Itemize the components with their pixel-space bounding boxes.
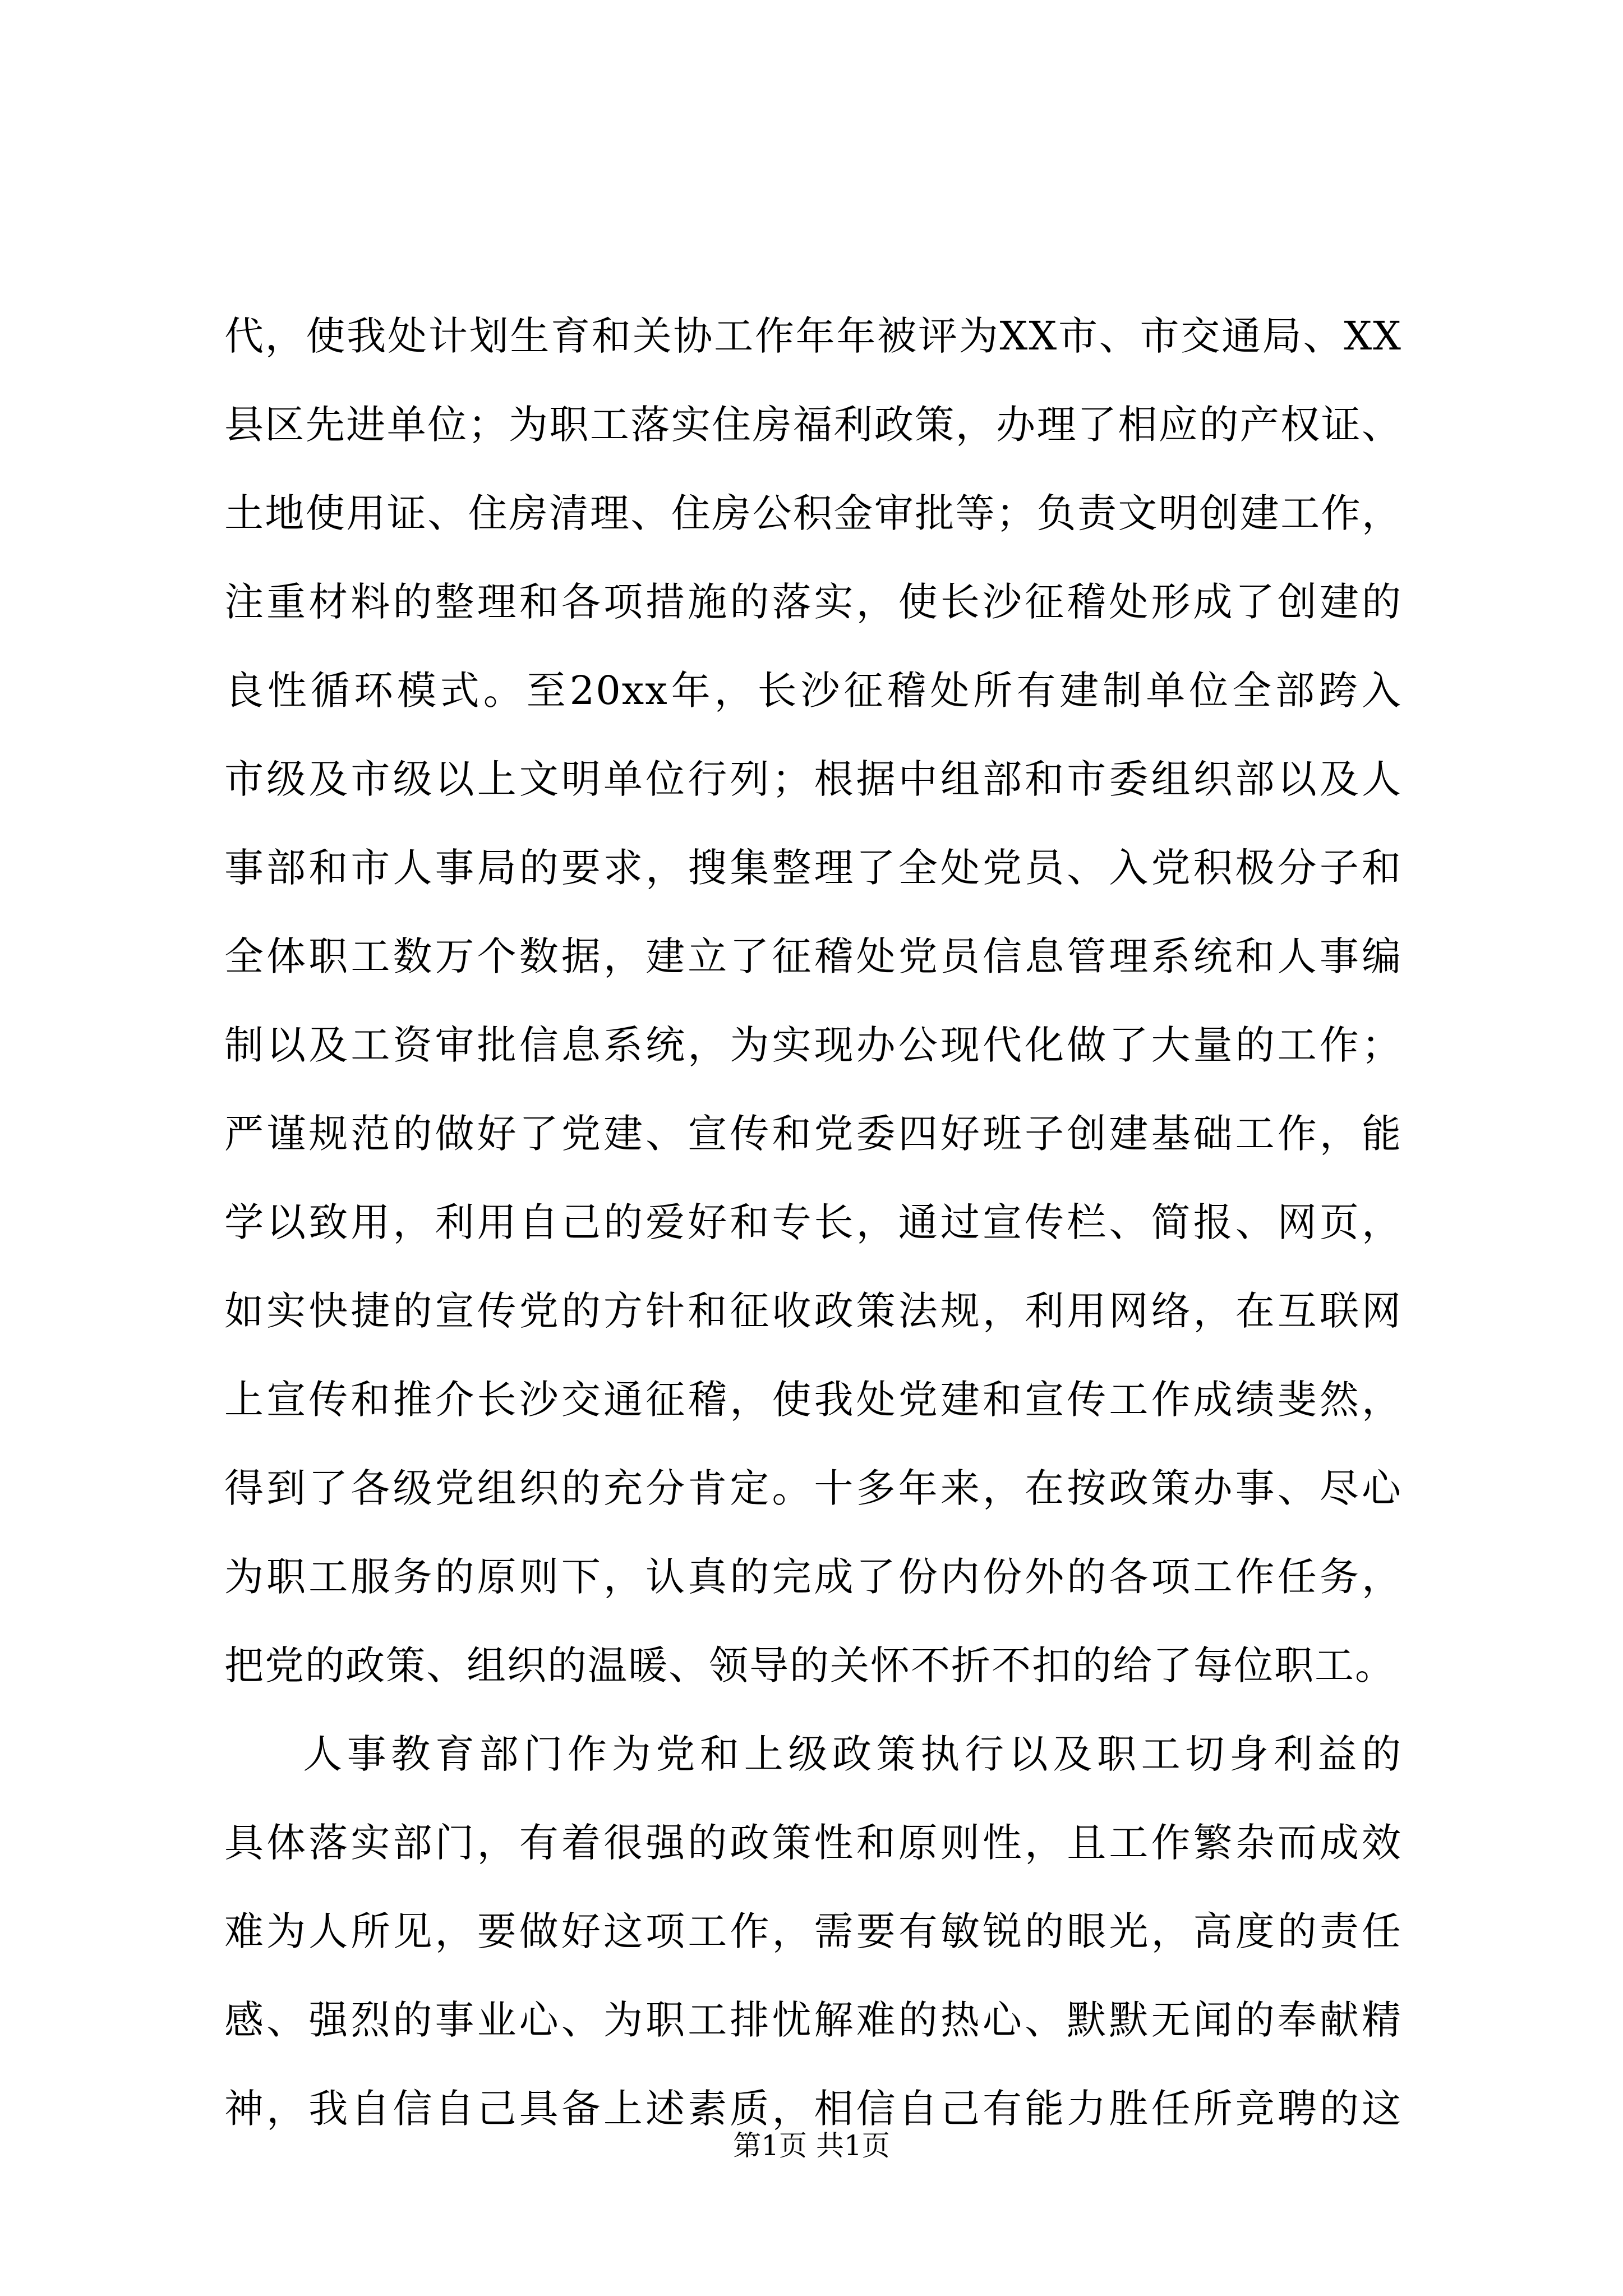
text-line: 制以及工资审批信息系统，为实现办公现代化做了大量的工作； [224, 1022, 1402, 1068]
text-line: 代，使我处计划生育和关协工作年年被评为XX市、市交通局、XX [224, 313, 1402, 359]
page-number: 第1页 共1页 [733, 2129, 890, 2162]
text-line: 具体落实部门，有着很强的政策性和原则性，且工作繁杂而成效 [224, 1820, 1402, 1866]
text-line: 注重材料的整理和各项措施的落实，使长沙征稽处形成了创建的 [224, 579, 1402, 625]
text-line: 学以致用，利用自己的爱好和专长，通过宣传栏、简报、网页， [224, 1199, 1402, 1245]
text-line: 市级及市级以上文明单位行列；根据中组部和市委组织部以及人 [224, 756, 1402, 802]
text-line: 县区先进单位；为职工落实住房福利政策，办理了相应的产权证、 [224, 402, 1402, 448]
text-line: 神，我自信自己具备上述素质，相信自己有能力胜任所竞聘的这 [224, 2086, 1402, 2132]
document-body [224, 292, 1402, 2153]
paragraph-start-line: 人事教育部门作为党和上级政策执行以及职工切身利益的 [303, 1731, 1402, 1777]
text-line: 严谨规范的做好了党建、宣传和党委四好班子创建基础工作，能 [224, 1111, 1402, 1157]
text-line: 良性循环模式。至20xx年，长沙征稽处所有建制单位全部跨入 [224, 668, 1402, 714]
page-footer [0, 2126, 1623, 2165]
text-line: 上宣传和推介长沙交通征稽，使我处党建和宣传工作成绩斐然， [224, 1377, 1402, 1423]
text-line: 为职工服务的原则下，认真的完成了份内份外的各项工作任务， [224, 1554, 1402, 1600]
text-line: 事部和市人事局的要求，搜集整理了全处党员、入党积极分子和 [224, 845, 1402, 891]
text-line: 感、强烈的事业心、为职工排忧解难的热心、默默无闻的奉献精 [224, 1997, 1402, 2043]
text-line: 土地使用证、住房清理、住房公积金审批等；负责文明创建工作， [224, 490, 1402, 536]
text-line: 把党的政策、组织的温暖、领导的关怀不折不扣的给了每位职工。 [224, 1642, 1395, 1688]
text-line: 难为人所见，要做好这项工作，需要有敏锐的眼光，高度的责任 [224, 1908, 1402, 1954]
text-line: 如实快捷的宣传党的方针和征收政策法规，利用网络，在互联网 [224, 1288, 1402, 1334]
text-line: 得到了各级党组织的充分肯定。十多年来，在按政策办事、尽心 [224, 1465, 1402, 1511]
text-line: 全体职工数万个数据，建立了征稽处党员信息管理系统和人事编 [224, 933, 1402, 979]
